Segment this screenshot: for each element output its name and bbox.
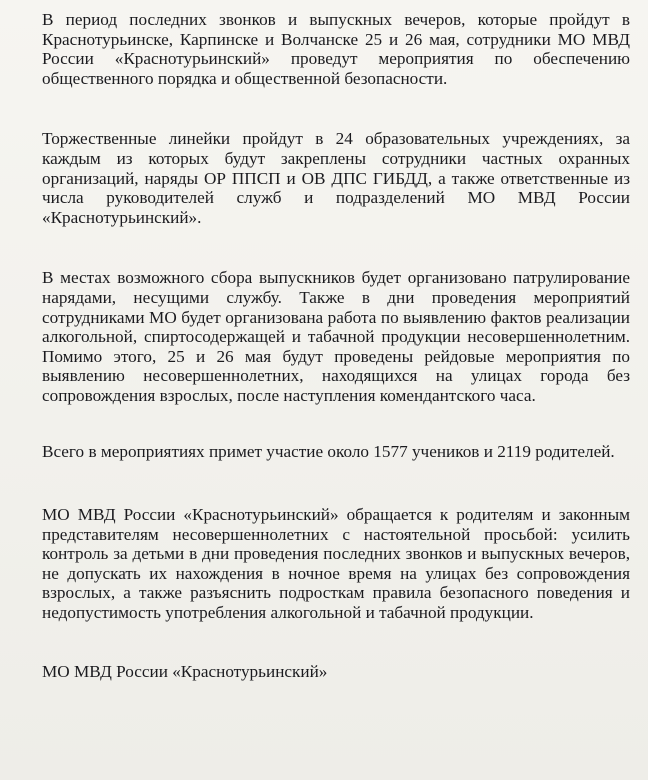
signature: МО МВД России «Краснотурьинский»: [42, 661, 328, 681]
paragraph-events-announcement: В период последних звонков и выпускных вечеров, которые пройдут в Краснотурьинске, Карпинске и Волчанске 25 и 26 мая, сотрудники МО МВД России «Краснотурьинский» проведут мероприятия по обеспечению общественного порядка и общественной безопасности.: [42, 10, 630, 88]
paragraph-patrols: В местах возможного сбора выпускников будет организовано патрулирование нарядами, несущими службу. Также в дни проведения мероприятий сотрудниками МО будет организована работа по выявлению фактов реализации алкогольной, спиртосодержащей и табачной продукции несовершеннолетним. Помимо этого, 25 и 26 мая будут проведены рейдовые мероприятия по выявлению несовершеннолетних, находящихся на улицах города без сопровождения взрослых, после наступления комендантского часа.: [42, 268, 630, 405]
document-body: [42, 10, 630, 681]
paragraph-participants: Всего в мероприятиях примет участие около 1577 учеников и 2119 родителей.: [42, 441, 615, 461]
paragraph-ceremonies: Торжественные линейки пройдут в 24 образовательных учреждениях, за каждым из которых будут закреплены сотрудники частных охранных организаций, наряды ОР ППСП и ОВ ДПС ГИБДД, а также ответственные из числа руководителей служб и подразделений МО МВД России «Краснотурьинский».: [42, 129, 630, 227]
paragraph-appeal-to-parents: МО МВД России «Краснотурьинский» обращается к родителям и законным представителям несовершеннолетних с настоятельной просьбой: усилить контроль за детьми в дни проведения последних звонков и выпускных вечеров, не допускать их нахождения в ночное время на улицах без сопровождения взрослых, а также разъяснить подросткам правила безопасного поведения и недопустимость употребления алкогольной и табачной продукции.: [42, 505, 630, 623]
